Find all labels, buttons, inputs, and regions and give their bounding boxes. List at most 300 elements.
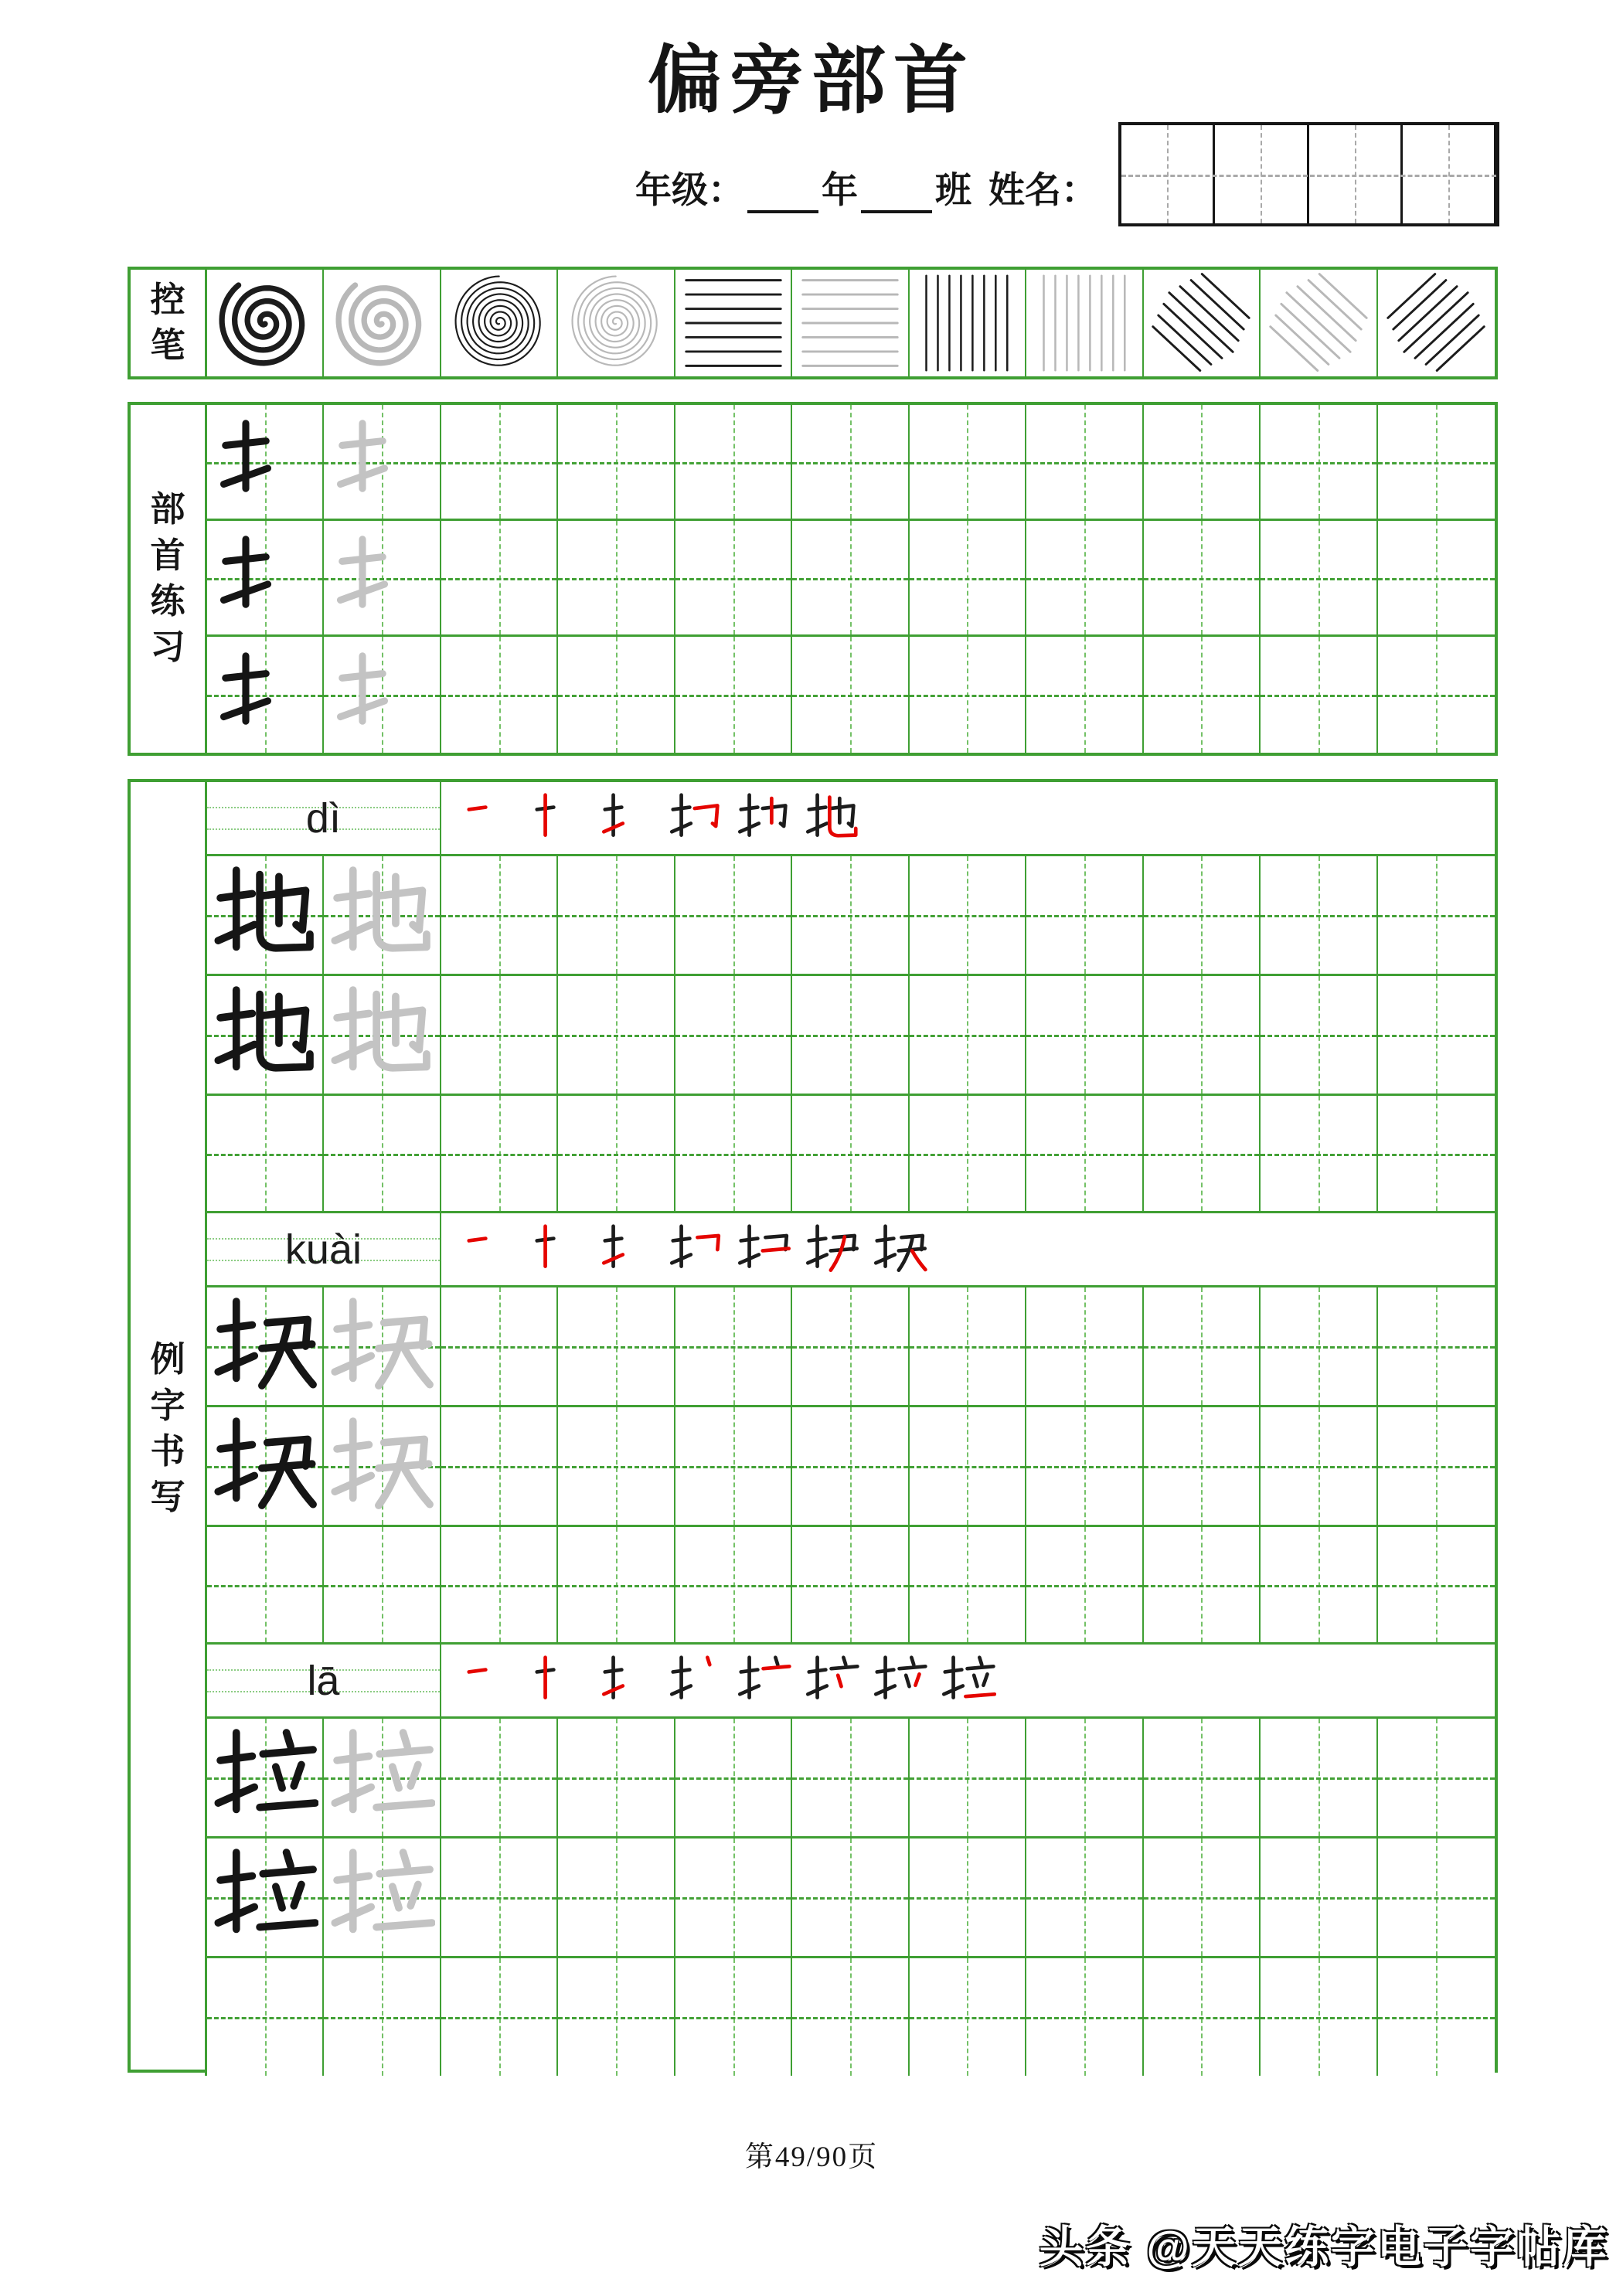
empty-practice-cell: [1144, 1096, 1261, 1213]
empty-practice-cell: [910, 1958, 1026, 2076]
cell-center-horizontal-dash: [1144, 915, 1259, 917]
cell-center-vertical-dash: [382, 1527, 383, 1642]
cell-center-vertical-dash: [967, 637, 968, 753]
character-practice-cell: [792, 856, 909, 976]
pen-pattern-v-lines-light: [1027, 270, 1142, 376]
cell-center-horizontal-dash: [792, 1035, 907, 1037]
cell-center-horizontal-dash: [1261, 1035, 1376, 1037]
character-practice-cell: [1026, 1407, 1143, 1527]
cell-center-vertical-dash: [850, 637, 852, 753]
character-practice-cell: [1144, 976, 1261, 1096]
radical-practice-cell: [1026, 637, 1143, 753]
character-practice-cell: [675, 1407, 792, 1527]
cell-center-vertical-dash: [850, 1527, 852, 1642]
cell-center-vertical-dash: [1436, 1096, 1438, 1211]
name-grid-cell: [1403, 125, 1496, 223]
cell-center-vertical-dash: [1318, 1527, 1320, 1642]
cell-center-horizontal-dash: [1026, 695, 1142, 697]
character-practice-cell: [792, 1839, 909, 1958]
cell-center-horizontal-dash: [1026, 915, 1142, 917]
cell-center-vertical-dash: [1201, 1958, 1203, 2076]
label-char: 写: [150, 1478, 185, 1517]
cell-center-horizontal-dash: [1026, 1585, 1142, 1587]
grade-class-name-line: [635, 164, 1097, 213]
character-practice-cell: [1378, 856, 1495, 976]
cell-center-vertical-dash: [616, 1527, 618, 1642]
char-kuài-ink: [212, 1291, 318, 1401]
stroke-step-1: [464, 1219, 520, 1281]
cell-center-horizontal-dash: [558, 462, 673, 464]
cell-center-vertical-dash: [382, 1096, 383, 1211]
cell-center-vertical-dash: [733, 976, 735, 1094]
cell-center-horizontal-dash: [910, 2017, 1025, 2019]
class-suffix: 班: [935, 171, 971, 211]
cell-center-horizontal-dash: [910, 1585, 1025, 1587]
pen-pattern-cell: [441, 270, 558, 376]
stroke-step-4: [669, 787, 724, 849]
cell-center-vertical-dash: [733, 1287, 735, 1405]
cell-center-horizontal-dash: [558, 2017, 673, 2019]
cell-center-horizontal-dash: [910, 1897, 1025, 1900]
cell-center-horizontal-dash: [441, 695, 556, 697]
empty-practice-cell: [441, 1958, 558, 2076]
stroke-step-3: [601, 787, 656, 849]
stroke-step-6: [805, 787, 860, 849]
character-practice-cell: [324, 856, 441, 976]
cell-center-vertical-dash: [1084, 521, 1086, 634]
cell-center-vertical-dash: [1436, 1719, 1438, 1836]
cell-center-vertical-dash: [1084, 1287, 1086, 1405]
cell-center-vertical-dash: [967, 1527, 968, 1642]
pen-pattern-spiral-thin-dark: [442, 270, 556, 376]
empty-practice-cell: [558, 1958, 675, 2076]
cell-center-horizontal-dash: [1026, 1154, 1142, 1156]
character-practice-cell: [792, 1287, 909, 1407]
cell-center-vertical-dash: [1084, 976, 1086, 1094]
character-practice-cell: [1026, 856, 1143, 976]
empty-practice-cell: [324, 1958, 441, 2076]
cell-center-vertical-dash: [850, 1958, 852, 2076]
cell-center-vertical-dash: [1318, 1958, 1320, 2076]
cell-center-horizontal-dash: [558, 1346, 673, 1349]
radical-practice-cell: [910, 637, 1026, 753]
cell-center-vertical-dash: [1318, 1839, 1320, 1956]
cell-center-vertical-dash: [499, 1527, 501, 1642]
stroke-step-2: [532, 1650, 588, 1712]
name-grid-cell: [1215, 125, 1308, 223]
pinyin-text: kuài: [284, 1226, 362, 1273]
character-practice-cell: [1378, 1719, 1495, 1839]
cell-center-vertical-dash: [733, 405, 735, 519]
empty-practice-cell: [324, 1096, 441, 1213]
character-practice-cell: [1261, 1839, 1377, 1958]
radical-practice-cell: [558, 637, 675, 753]
character-practice-cell: [1144, 1287, 1261, 1407]
cell-center-horizontal-dash: [324, 2017, 439, 2019]
cell-center-horizontal-dash: [1261, 578, 1376, 580]
radical-practice-cell: [910, 405, 1026, 521]
cell-center-vertical-dash: [1436, 856, 1438, 974]
grade-label: 年级：: [635, 171, 744, 211]
cell-center-vertical-dash: [967, 405, 968, 519]
empty-practice-cell: [1026, 1958, 1143, 2076]
pinyin-cell: [207, 1213, 441, 1287]
cell-center-vertical-dash: [967, 1287, 968, 1405]
radical-practice-cell: [207, 521, 324, 637]
cell-center-vertical-dash: [499, 1287, 501, 1405]
label-char: 例: [150, 1340, 185, 1379]
pinyin-cell: [207, 1645, 441, 1719]
radical-practice-cell: [324, 637, 441, 753]
pen-pattern-cell: [1261, 270, 1377, 376]
pen-pattern-cell: [558, 270, 675, 376]
stroke-order-row: [441, 1213, 1495, 1287]
name-label: 姓名：: [988, 171, 1097, 211]
cell-center-vertical-dash: [850, 976, 852, 1094]
cell-center-vertical-dash: [1201, 856, 1203, 974]
empty-practice-cell: [1378, 1527, 1495, 1645]
cell-center-horizontal-dash: [1378, 1466, 1495, 1468]
cell-center-vertical-dash: [499, 976, 501, 1094]
radical-practice-cell: [792, 637, 909, 753]
cell-center-vertical-dash: [850, 1407, 852, 1525]
radical-practice-cell: [1144, 637, 1261, 753]
radical-practice-cell: [207, 637, 324, 753]
character-practice-cell: [558, 856, 675, 976]
radical-practice-cell: [1261, 521, 1377, 637]
cell-center-horizontal-dash: [1261, 462, 1376, 464]
character-practice-cell: [910, 856, 1026, 976]
label-char: 书: [150, 1432, 185, 1471]
label-char: 首: [150, 536, 185, 575]
character-practice-cell: [675, 856, 792, 976]
cell-center-horizontal-dash: [441, 1585, 556, 1587]
radical-practice-cell: [1026, 405, 1143, 521]
cell-center-horizontal-dash: [1144, 1346, 1259, 1349]
char-lā-ink: [212, 1842, 318, 1952]
cell-center-vertical-dash: [850, 1287, 852, 1405]
character-practice-cell: [1378, 1839, 1495, 1958]
pen-pattern-cell: [1144, 270, 1261, 376]
character-practice-cell: [324, 976, 441, 1096]
empty-practice-cell: [1261, 1527, 1377, 1645]
cell-center-vertical-dash: [1436, 976, 1438, 1094]
cell-center-horizontal-dash: [792, 578, 907, 580]
character-practice-cell: [910, 976, 1026, 1096]
empty-practice-cell: [558, 1096, 675, 1213]
cell-center-horizontal-dash: [1378, 462, 1495, 464]
character-practice-cell: [324, 1719, 441, 1839]
cell-center-horizontal-dash: [910, 1777, 1025, 1780]
cell-center-vertical-dash: [499, 1719, 501, 1836]
cell-center-vertical-dash: [1318, 405, 1320, 519]
cell-center-horizontal-dash: [558, 1035, 673, 1037]
label-char: 练: [150, 582, 185, 621]
cell-center-horizontal-dash: [441, 1154, 556, 1156]
cell-center-horizontal-dash: [1026, 2017, 1142, 2019]
cell-center-vertical-dash: [499, 856, 501, 974]
cell-center-vertical-dash: [1318, 1096, 1320, 1211]
character-practice-cell: [675, 1719, 792, 1839]
radical-tu-ghost: [333, 651, 392, 739]
label-char: 部: [150, 490, 185, 529]
cell-center-horizontal-dash: [792, 915, 907, 917]
character-practice-cell: [558, 1407, 675, 1527]
cell-center-horizontal-dash: [792, 1154, 907, 1156]
pen-pattern-h-lines-dark: [676, 270, 791, 376]
cell-center-horizontal-dash: [1144, 2017, 1259, 2019]
cell-center-vertical-dash: [1201, 1839, 1203, 1956]
cell-center-horizontal-dash: [792, 695, 907, 697]
cell-center-vertical-dash: [1436, 637, 1438, 753]
cell-center-horizontal-dash: [792, 2017, 907, 2019]
stroke-step-3: [601, 1219, 656, 1281]
stroke-step-1: [464, 1650, 520, 1712]
cell-center-vertical-dash: [616, 1407, 618, 1525]
cell-center-horizontal-dash: [792, 462, 907, 464]
cell-center-horizontal-dash: [675, 695, 791, 697]
cell-center-horizontal-dash: [1144, 1466, 1259, 1468]
character-practice-cell: [1026, 1719, 1143, 1839]
radical-tu-ghost: [333, 534, 392, 622]
cell-center-vertical-dash: [499, 1958, 501, 2076]
cell-center-vertical-dash: [499, 637, 501, 753]
cell-center-horizontal-dash: [441, 1035, 556, 1037]
radical-tu-ink: [216, 534, 275, 622]
stroke-step-7: [873, 1650, 928, 1712]
cell-center-vertical-dash: [499, 1407, 501, 1525]
character-practice-cell: [1261, 856, 1377, 976]
cell-center-vertical-dash: [967, 856, 968, 974]
empty-practice-cell: [1378, 1958, 1495, 2076]
character-practice-cell: [1144, 1407, 1261, 1527]
stroke-step-5: [737, 1219, 792, 1281]
cell-center-vertical-dash: [1436, 1839, 1438, 1956]
cell-center-horizontal-dash: [792, 1897, 907, 1900]
pen-control-label: [131, 270, 207, 376]
empty-practice-cell: [1026, 1527, 1143, 1645]
cell-center-horizontal-dash: [1378, 1154, 1495, 1156]
char-lā-ghost: [328, 1723, 435, 1832]
pen-pattern-cell: [675, 270, 792, 376]
cell-center-vertical-dash: [499, 1839, 501, 1956]
character-practice-cell: [324, 1407, 441, 1527]
empty-practice-cell: [1144, 1958, 1261, 2076]
empty-practice-cell: [1378, 1096, 1495, 1213]
pen-pattern-cell: [324, 270, 441, 376]
cell-center-vertical-dash: [1201, 1719, 1203, 1836]
character-practice-cell: [1378, 976, 1495, 1096]
cell-center-horizontal-dash: [675, 1466, 791, 1468]
cell-center-vertical-dash: [1318, 976, 1320, 1094]
cell-center-vertical-dash: [1318, 521, 1320, 634]
cell-center-vertical-dash: [1436, 521, 1438, 634]
character-practice-cell: [324, 1287, 441, 1407]
cell-center-vertical-dash: [967, 1839, 968, 1956]
character-practice-cell: [910, 1719, 1026, 1839]
character-practice-cell: [792, 1719, 909, 1839]
cell-center-vertical-dash: [616, 976, 618, 1094]
character-practice-cell: [558, 1287, 675, 1407]
empty-practice-cell: [675, 1096, 792, 1213]
char-dì-ghost: [328, 860, 435, 970]
empty-practice-cell: [792, 1958, 909, 2076]
cell-center-horizontal-dash: [1144, 1035, 1259, 1037]
stroke-step-5: [737, 787, 792, 849]
cell-center-horizontal-dash: [1261, 915, 1376, 917]
character-practice-cell: [792, 976, 909, 1096]
radical-practice-cell: [1144, 521, 1261, 637]
cell-center-vertical-dash: [1436, 1407, 1438, 1525]
cell-center-horizontal-dash: [558, 695, 673, 697]
character-practice-cell: [558, 1839, 675, 1958]
cell-center-vertical-dash: [1318, 1719, 1320, 1836]
character-practice-cell: [1261, 1407, 1377, 1527]
cell-center-vertical-dash: [1436, 1287, 1438, 1405]
character-practice-cell: [441, 976, 558, 1096]
character-practice-cell: [1026, 1287, 1143, 1407]
pen-pattern-diag-down-lines-light: [1261, 270, 1376, 376]
cell-center-horizontal-dash: [558, 1897, 673, 1900]
cell-center-vertical-dash: [1084, 1096, 1086, 1211]
empty-practice-cell: [910, 1527, 1026, 1645]
pen-pattern-h-lines-light: [793, 270, 907, 376]
cell-center-horizontal-dash: [1378, 915, 1495, 917]
cell-center-horizontal-dash: [558, 1154, 673, 1156]
cell-center-vertical-dash: [1201, 1287, 1203, 1405]
cell-center-horizontal-dash: [1144, 1777, 1259, 1780]
cell-center-vertical-dash: [1084, 1839, 1086, 1956]
name-cell-center-dash: [1355, 125, 1356, 223]
stroke-step-4: [669, 1650, 724, 1712]
pen-pattern-cell: [1378, 270, 1495, 376]
cell-center-vertical-dash: [1201, 1096, 1203, 1211]
pen-pattern-spiral-thin-light: [559, 270, 673, 376]
cell-center-vertical-dash: [967, 1719, 968, 1836]
cell-center-horizontal-dash: [910, 1346, 1025, 1349]
cell-center-horizontal-dash: [441, 1897, 556, 1900]
cell-center-vertical-dash: [616, 1839, 618, 1956]
char-kuài-ghost: [328, 1291, 435, 1401]
pen-pattern-diag-up-lines-dark: [1379, 270, 1493, 376]
cell-center-horizontal-dash: [1261, 695, 1376, 697]
character-practice-cell: [910, 1839, 1026, 1958]
cell-center-horizontal-dash: [675, 462, 791, 464]
cell-center-horizontal-dash: [1144, 1154, 1259, 1156]
cell-center-vertical-dash: [616, 1096, 618, 1211]
character-practice-cell: [675, 976, 792, 1096]
cell-center-vertical-dash: [850, 1719, 852, 1836]
char-dì-ink: [212, 980, 318, 1090]
cell-center-vertical-dash: [733, 1839, 735, 1956]
cell-center-vertical-dash: [616, 856, 618, 974]
empty-practice-cell: [207, 1096, 324, 1213]
cell-center-horizontal-dash: [910, 915, 1025, 917]
cell-center-vertical-dash: [1084, 856, 1086, 974]
cell-center-horizontal-dash: [910, 695, 1025, 697]
character-practice-cell: [207, 1839, 324, 1958]
cell-center-vertical-dash: [1201, 521, 1203, 634]
stroke-step-4: [669, 1219, 724, 1281]
character-practice-cell: [1144, 1839, 1261, 1958]
character-practice-cell: [207, 976, 324, 1096]
pen-pattern-diag-down-lines-dark: [1144, 270, 1258, 376]
cell-center-vertical-dash: [850, 521, 852, 634]
cell-center-horizontal-dash: [324, 1585, 439, 1587]
character-practice-cell: [1261, 1719, 1377, 1839]
cell-center-horizontal-dash: [675, 1585, 791, 1587]
char-dì-ink: [212, 860, 318, 970]
cell-center-vertical-dash: [850, 1096, 852, 1211]
radical-practice-cell: [558, 405, 675, 521]
radical-tu-ink: [216, 651, 275, 739]
radical-section-label: [131, 405, 207, 753]
label-char: 笔: [150, 326, 185, 365]
cell-center-vertical-dash: [733, 1527, 735, 1642]
radical-practice-cell: [1026, 521, 1143, 637]
empty-practice-cell: [441, 1527, 558, 1645]
class-blank: [861, 170, 932, 213]
character-practice-cell: [441, 1719, 558, 1839]
name-cell-center-dash: [1448, 125, 1450, 223]
radical-practice-cell: [1261, 637, 1377, 753]
cell-center-horizontal-dash: [675, 1154, 791, 1156]
cell-center-vertical-dash: [967, 1958, 968, 2076]
cell-center-vertical-dash: [1436, 405, 1438, 519]
cell-center-vertical-dash: [1084, 405, 1086, 519]
character-practice-cell: [910, 1407, 1026, 1527]
character-practice-cell: [1261, 1287, 1377, 1407]
cell-center-horizontal-dash: [558, 1777, 673, 1780]
character-practice-cell: [441, 1839, 558, 1958]
cell-center-vertical-dash: [1318, 856, 1320, 974]
character-practice-cell: [441, 1287, 558, 1407]
page-number: 第49/90页: [744, 2141, 879, 2173]
stroke-step-3: [601, 1650, 656, 1712]
cell-center-horizontal-dash: [1378, 1897, 1495, 1900]
cell-center-vertical-dash: [382, 1958, 383, 2076]
example-writing-section: [128, 779, 1498, 2073]
radical-practice-cell: [441, 521, 558, 637]
cell-center-horizontal-dash: [910, 578, 1025, 580]
cell-center-vertical-dash: [733, 856, 735, 974]
stroke-step-5: [737, 1650, 792, 1712]
cell-center-vertical-dash: [265, 1958, 267, 2076]
cell-center-vertical-dash: [967, 1096, 968, 1211]
character-practice-cell: [1378, 1287, 1495, 1407]
stroke-order-row: [441, 1645, 1495, 1719]
cell-center-vertical-dash: [616, 1958, 618, 2076]
cell-center-vertical-dash: [1318, 637, 1320, 753]
stroke-step-6: [805, 1219, 860, 1281]
cell-center-vertical-dash: [733, 1719, 735, 1836]
character-practice-cell: [1261, 976, 1377, 1096]
radical-practice-cell: [441, 637, 558, 753]
cell-center-horizontal-dash: [1144, 578, 1259, 580]
character-practice-cell: [910, 1287, 1026, 1407]
cell-center-horizontal-dash: [441, 1777, 556, 1780]
character-practice-cell: [207, 1407, 324, 1527]
cell-center-horizontal-dash: [558, 1585, 673, 1587]
character-practice-cell: [1144, 856, 1261, 976]
radical-practice-section: [128, 402, 1498, 756]
cell-center-horizontal-dash: [910, 1035, 1025, 1037]
cell-center-horizontal-dash: [207, 1585, 322, 1587]
pen-pattern-v-lines-dark: [910, 270, 1024, 376]
cell-center-horizontal-dash: [1026, 1777, 1142, 1780]
radical-practice-cell: [207, 405, 324, 521]
character-practice-cell: [1026, 976, 1143, 1096]
